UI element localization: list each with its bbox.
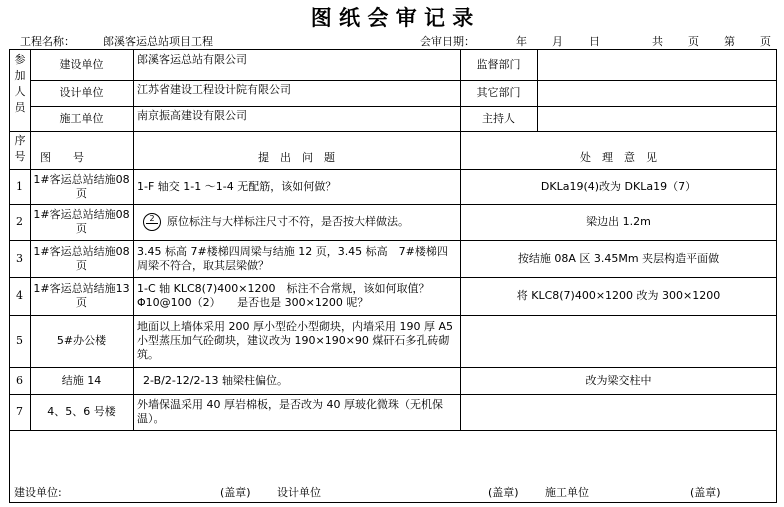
project-label: 工程名称： [20, 35, 75, 48]
page-label: 页 [760, 35, 771, 48]
label-supervision: 监督部门 [476, 57, 521, 71]
footer-construction-seal: (盖章) [690, 486, 721, 499]
row-seq: 7 [16, 405, 23, 418]
issue-header: 提 出 问 题 [258, 151, 335, 164]
row-resolution: 改为梁交柱中 [585, 373, 652, 387]
footer-client-seal: (盖章) [220, 486, 251, 499]
row-drawing: 1#客运总站结施08页 [33, 208, 130, 235]
page-prefix: 第 [724, 35, 735, 48]
row-issue: 1-C 轴 KLC8(7)400×1200 标注不合常规，该如何取值？Φ10@100（2） 是否也是 300×1200 呢？ [137, 282, 430, 309]
row-issue: 外墙保温采用 40 厚岩棉板，是否改为 40 厚玻化微珠（无机保温）。 [137, 398, 443, 425]
org-client: 郎溪客运总站有限公司 [137, 53, 247, 66]
value-other-dept [537, 80, 777, 106]
total-pages-label: 页 [688, 35, 699, 48]
row-issue: 1-F 轴交 1-1 ～1-4 无配筋，该如何做？ [137, 179, 337, 193]
row-issue-cell [133, 204, 460, 240]
seq-header: 序 号 [14, 134, 26, 163]
row-resolution: DKLa19(4)改为 DKLa19（7） [540, 179, 697, 193]
label-host: 主持人 [482, 111, 515, 125]
value-supervision [537, 49, 777, 80]
row-drawing: 1#客运总站结施08页 [33, 244, 130, 272]
row-resolution: 按结施 08A 区 3.45Mm 夹层构造平面做 [517, 251, 720, 265]
label-other-dept: 其它部门 [476, 86, 521, 99]
row-seq: 6 [16, 373, 23, 387]
row-drawing: 1#客运总站结施13页 [33, 282, 130, 309]
row-seq: 2 [16, 215, 23, 228]
row-drawing: 4、5、6 号楼 [47, 405, 116, 418]
row-drawing: 5#办公楼 [56, 334, 107, 347]
org-construction: 南京振高建设有限公司 [137, 109, 247, 122]
row-resolution: 梁边出 1.2m [586, 215, 651, 228]
row-seq: 3 [16, 251, 23, 265]
page-title: 图 纸 会 审 记 录 [310, 5, 474, 30]
row-issue: 2-B/2-12/2-13 轴梁柱偏位。 [143, 373, 288, 387]
date-label: 会审日期： [420, 35, 475, 48]
row-seq: 5 [16, 334, 23, 347]
year-label: 年 [516, 35, 527, 48]
detail-callout-icon: 2 [143, 213, 161, 231]
footer-construction-label: 施工单位 [545, 486, 589, 499]
footer-design-label: 设计单位 [277, 486, 321, 499]
resolution-header: 处 理 意 见 [580, 151, 657, 164]
row-issue: 3.45 标高 7#楼梯四周梁与结施 12 页，3.45 标高 7#楼梯四周梁不符合，取其层梁做？ [137, 244, 448, 272]
row-resolution: 将 KLC8(7)400×1200 改为 300×1200 [516, 289, 721, 302]
row-drawing: 结施 14 [61, 373, 102, 387]
row-issue: 原位标注与大样标注尺寸不符，是否按大样做法。 [167, 215, 409, 228]
row-resolution [460, 315, 777, 367]
row-resolution [460, 394, 777, 430]
total-prefix: 共 [652, 35, 663, 48]
org-design: 江苏省建设工程设计院有限公司 [137, 83, 291, 96]
row-seq: 1 [16, 179, 23, 193]
project-name: 郎溪客运总站项目工程 [103, 35, 213, 48]
day-label: 日 [589, 35, 600, 48]
value-host [537, 106, 777, 131]
footer-client-label: 建设单位: [14, 486, 62, 499]
row-issue: 地面以上墙体采用 200 厚小型砼小型砌块，内墙采用 190 厚 A5 小型蒸压加气砼砌块，建议改为 190×190×90 煤矸石多孔砖砌筑。 [137, 320, 453, 361]
role-construction: 施工单位 [59, 111, 104, 125]
role-design: 设计单位 [59, 86, 104, 99]
row-seq: 4 [16, 289, 23, 302]
participants-label: 参 加 人 员 [14, 53, 26, 114]
row-drawing: 1#客运总站结施08页 [33, 172, 130, 200]
footer-design-seal: (盖章) [488, 486, 519, 499]
role-client: 建设单位 [59, 57, 104, 71]
drawing-header: 图 号 [40, 151, 84, 164]
month-label: 月 [552, 35, 563, 48]
